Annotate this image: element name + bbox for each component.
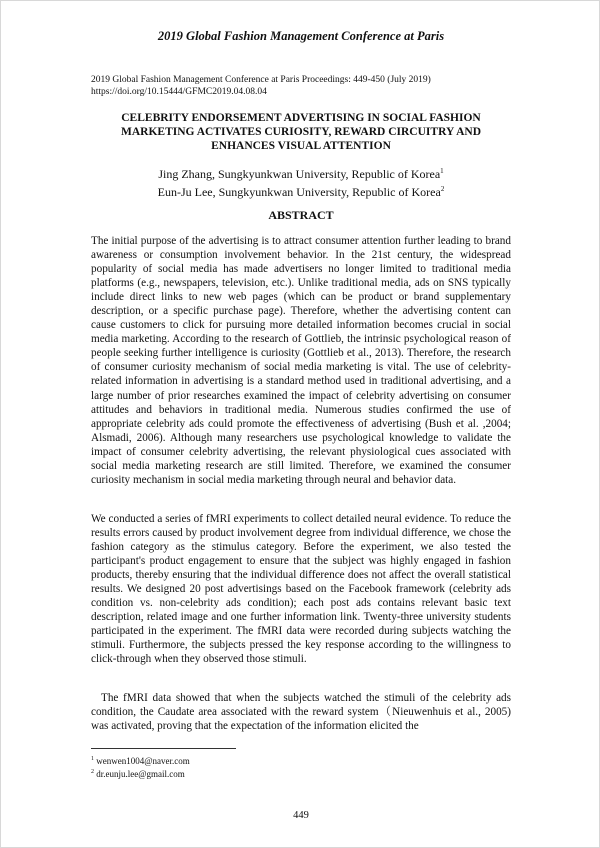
abstract-paragraph: The fMRI data showed that when the subjects watched the stimuli of the celebrity ads condition, the Caudate area associated with the reward system（Nieuwenhuis et al., 2005) was activated, proving that the expectation of the information elicited the [91,692,511,733]
proceedings-info [91,74,431,98]
footnotes [91,754,190,780]
author-name: Jing Zhang, Sungkyunkwan University, Republic of Korea [158,167,441,181]
abstract-heading: ABSTRACT [268,208,334,222]
footnote-divider [91,748,236,749]
footnote [91,767,190,780]
running-header: 2019 Global Fashion Management Conference at Paris [157,29,445,43]
proceedings-citation: 2019 Global Fashion Management Conference at Paris Proceedings: 449-450 (July 2019) [91,75,431,85]
author-list [91,164,511,200]
abstract-paragraph: The initial purpose of the advertising is to attract consumer attention further leading to brand awareness or consumption involvement behavior. In the 21st century, the widespread popularity of social media has made advertisers no longer limited to traditional media platforms (e.g., newspapers, television, etc.). Unlike traditional media, ads on SNS typically include direct links to new web pages (which can be product or brand supplementary description, or a specific purchase page). Therefore, whether the advertising content can cause customers to click for pursuing more detailed information becomes crucial in social media marketing. According to the research of Gottlieb, the intrinsic psychological reason of people seeking further intelligence is curiosity (Gottlieb et al., 2013). Therefore, the research of consumer curiosity mechanism of social media marketing is vital. The use of celebrity-related information in advertising is a standard method used in traditional advertising, and a large number of prior researches examined the impact of celebrity advertising on consumer attitudes and behaviors in traditional media. Numerous studies confirmed the use of appropriate celebrity ads could promote the effectiveness of advertising (Bush et al. ,2004; Alsmadi, 2006). Although many researchers use psychological knowledge to validate the impact of consumer celebrity advertising, the relevant physiological cues associated with social media marketing research are still limited. Therefore, we examined the consumer curiosity mechanism in social media marketing through neural and behavior data. [91,235,511,486]
footnote [91,754,190,767]
author-line [91,182,511,200]
doi-link[interactable]: https://doi.org/10.15444/GFMC2019.04.08.04 [91,87,267,97]
footnote-email[interactable]: wenwen1004@naver.com [96,756,190,766]
footnote-marker: 1 [91,756,94,762]
abstract-paragraph: We conducted a series of fMRI experiments to collect detailed neural evidence. To reduce the results errors caused by product involvement degree from individual difference, we chose the fashion category as the stimulus category. Before the experiment, we also tested the participant's product engagement to ensure that the subject was highly engaged in fashion products, thereby ensuring that the individual difference does not affect the overall statistical results. We designed 20 post advertisings based on the Facebook framework (celebrity ads condition vs. non-celebrity ads condition); each post ads contains relevant basic text description, related image and one further information link. Twenty-three university students participated in the experiment. The fMRI data were recorded during subjects watching the stimuli. Furthermore, the subjects pressed the key response according to the willingness to click-through when they observed those stimuli. [91,513,511,666]
paper-title: CELEBRITY ENDORSEMENT ADVERTISING IN SOCIAL FASHION MARKETING ACTIVATES CURIOSITY, REWARD CIRCUITRY AND ENHANCES VISUAL ATTENTION [121,112,481,152]
page-number: 449 [293,810,309,821]
footnote-marker: 2 [91,769,94,775]
footnote-marker: 2 [440,185,445,193]
footnote-email[interactable]: dr.eunju.lee@gmail.com [96,769,185,779]
author-line [91,164,511,182]
footnote-marker: 1 [440,167,444,175]
author-name: Eun-Ju Lee, Sungkyunkwan University, Republic of Korea [157,185,441,199]
